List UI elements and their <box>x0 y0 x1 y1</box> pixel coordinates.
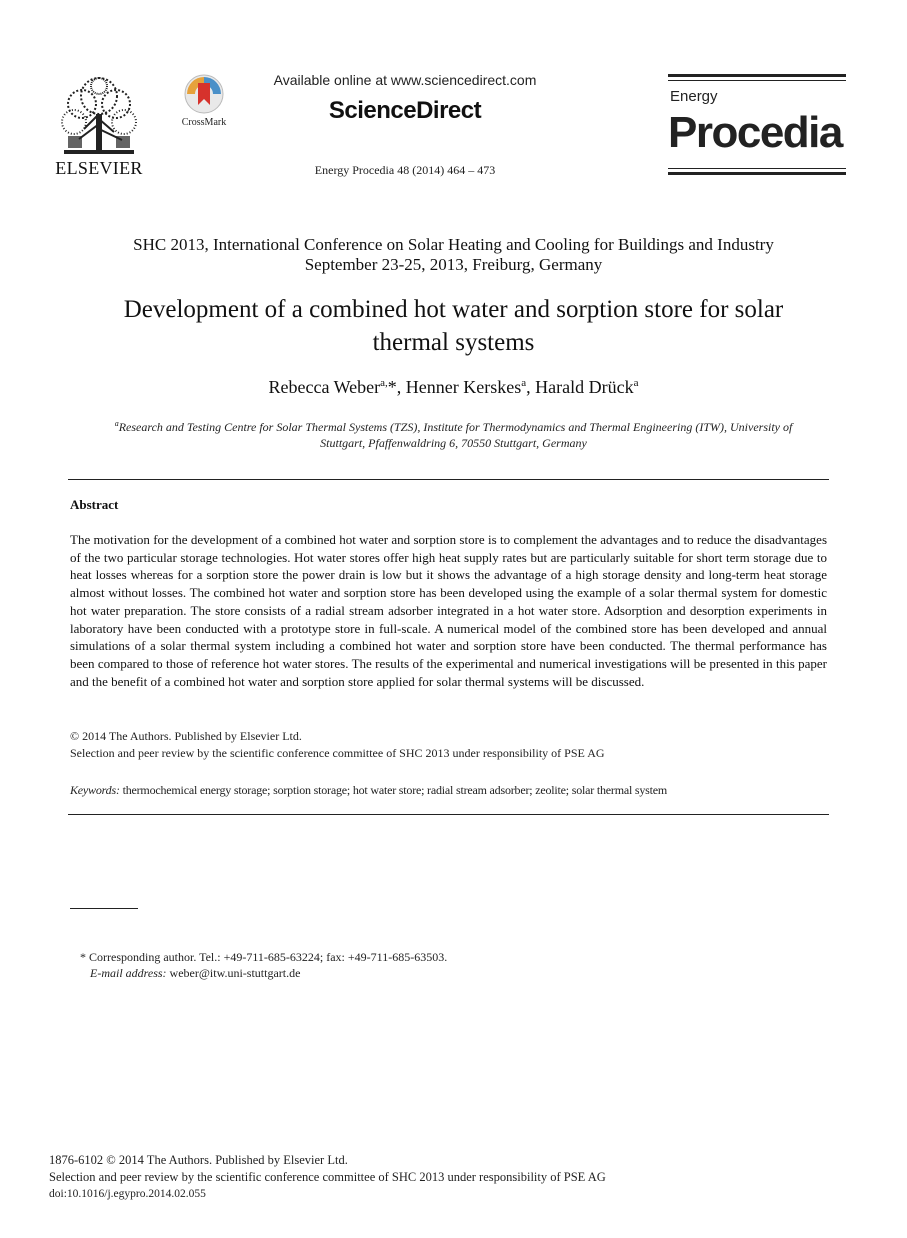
keywords-list: thermochemical energy storage; sorption storage; hot water store; radial stream adsorber; zeolite; solar thermal system <box>122 783 668 797</box>
copyright-line: © 2014 The Authors. Published by Elsevier Ltd. <box>70 729 302 743</box>
logo-rule-top <box>668 74 846 77</box>
crossmark-label: CrossMark <box>181 117 227 128</box>
crossmark-icon <box>183 73 225 115</box>
email-address[interactable]: weber@itw.uni-stuttgart.de <box>169 966 301 980</box>
logo-energy: Energy <box>670 88 718 105</box>
elsevier-logo <box>50 74 148 178</box>
author-name: Rebecca Weber <box>268 377 381 397</box>
conference-line-1: SHC 2013, International Conference on Solar Heating and Cooling for Buildings and Industry <box>133 235 774 254</box>
author-suffix: *, <box>387 377 406 397</box>
abstract-text: The motivation for the development of a combined hot water and sorption store is to complement the advantages and to reduce the disadvantages of the two particular storage technologies. Hot water stores offer high heat supply rates but are particularly suitable for short term storage due to heat losses whereas for a sorption store the power drain is low but it shows the advantage of a high storage density and long-term heat storage almost without losses. The combined hot water and sorption store has been developed using the example of a solar thermal system for domestic hot water preparation. The store consists of a radial stream adsorber integrated in a hot water store. Adsorption and desorption experiments in laboratory have been conducted with a prototype store in full-scale. A numerical model of the combined store has been developed and annual simulations of a solar thermal system including a combined hot water and sorption store have been conducted. The thermal performance has been compared to those of reference hot water stores. The results of the experimental and numerical investigations will be presented in this paper and the benefit of a combined hot water and sorption store applied for solar thermal systems will be discussed. <box>70 532 827 689</box>
journal-citation: Energy Procedia 48 (2014) 464 – 473 <box>314 163 496 177</box>
elsevier-wordmark: ELSEVIER <box>55 158 143 178</box>
author-name: Harald Drück <box>535 377 634 397</box>
divider-bottom <box>68 814 829 815</box>
author-sup: a <box>521 377 527 389</box>
affiliation-line-1: Research and Testing Centre for Solar Thermal Systems (TZS), Institute for Thermodynamics and Thermal Engineering (ITW), University of <box>118 420 793 434</box>
author-name: Henner Kerskes <box>405 377 522 397</box>
logo-procedia: Procedia <box>668 108 842 157</box>
footer-issn: 1876-6102 © 2014 The Authors. Published by Elsevier Ltd. <box>49 1153 348 1167</box>
affiliation-line-2: Stuttgart, Pfaffenwaldring 6, 70550 Stuttgart, Germany <box>320 436 587 450</box>
email-label: E-mail address: <box>90 966 167 980</box>
conference-line-2: September 23-25, 2013, Freiburg, Germany <box>304 255 603 274</box>
keywords <box>70 783 830 798</box>
peer-review-line: Selection and peer review by the scientific conference committee of SHC 2013 under responsibility of PSE AG <box>70 746 605 760</box>
email-line <box>90 966 300 981</box>
paper-title <box>60 293 847 359</box>
available-online[interactable]: Available online at www.sciencedirect.com <box>273 72 537 88</box>
title-line-1: Development of a combined hot water and sorption store for solar <box>123 296 784 323</box>
divider-top <box>68 479 829 480</box>
author-suffix: , <box>526 377 536 397</box>
logo-rule-bottom <box>668 172 846 175</box>
sciencedirect-logo: ScienceDirect <box>328 97 482 124</box>
logo-rule-bottom-thin <box>668 168 846 169</box>
abstract-heading: Abstract <box>70 497 119 512</box>
logo-rule-top-thin <box>668 80 846 81</box>
footer-review: Selection and peer review by the scientific conference committee of SHC 2013 under responsibility of PSE AG <box>49 1170 606 1184</box>
affiliation-sup: a <box>114 419 119 428</box>
keywords-label: Keywords: <box>70 783 120 797</box>
corresponding-author: * Corresponding author. Tel.: +49-711-685-63224; fax: +49-711-685-63503. <box>80 950 448 964</box>
footer-doi[interactable]: doi:10.1016/j.egypro.2014.02.055 <box>49 1188 206 1200</box>
affiliation <box>70 416 837 451</box>
crossmark-badge[interactable] <box>174 73 234 133</box>
elsevier-tree-icon <box>54 74 144 156</box>
conference-info <box>40 235 867 275</box>
footnote-rule <box>70 908 138 909</box>
energy-procedia-logo <box>668 74 846 176</box>
author-list <box>60 377 847 398</box>
author-sup: a, <box>380 377 388 389</box>
author-sup: a <box>633 377 639 389</box>
title-line-2: thermal systems <box>372 329 535 356</box>
